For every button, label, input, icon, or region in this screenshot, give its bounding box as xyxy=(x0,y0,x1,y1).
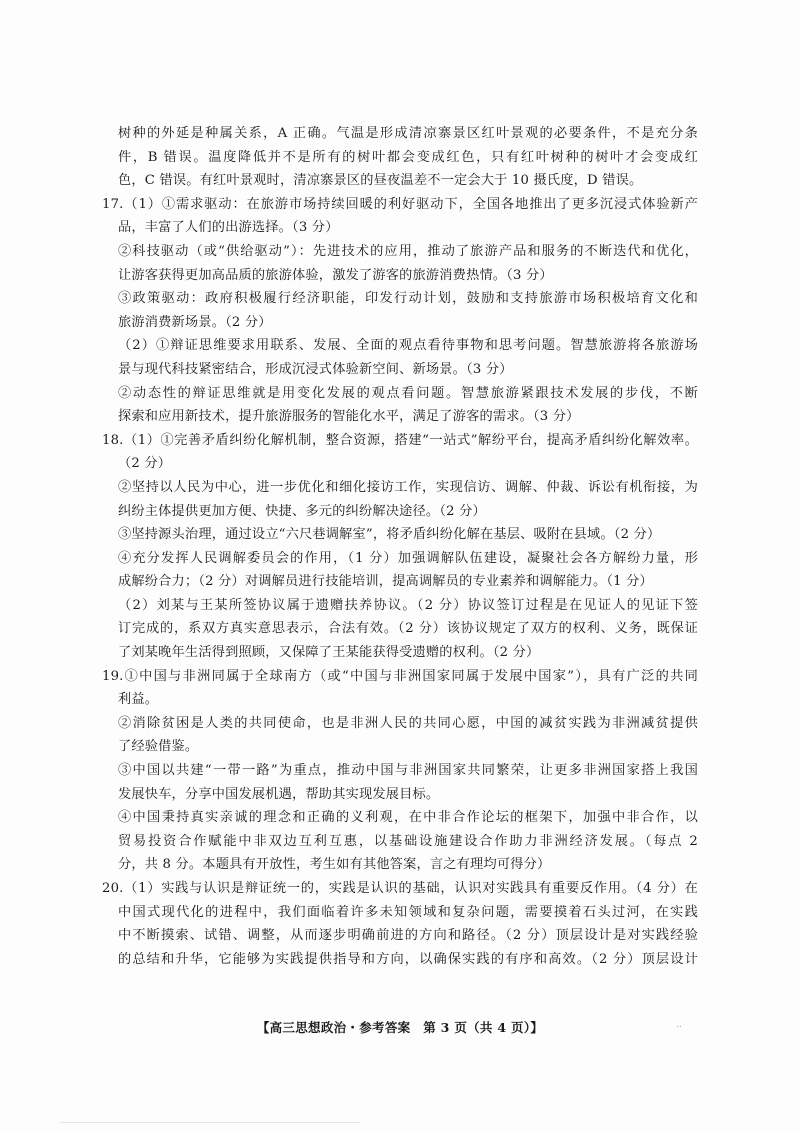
scan-artifact-line xyxy=(60,1122,360,1123)
text-line: 17.（1）①需求驱动：在旅游市场持续回暖的利好驱动下，全国各地推出了更多沉浸式体验新产 xyxy=(102,196,698,212)
page-footer: 【高三思想政治・参考答案 第 3 页（共 4 页）】 xyxy=(256,1020,544,1035)
text-line: ③中国以共建“一带一路”为重点，推动中国与非洲国家共同繁荣，让更多非洲国家搭上我国 xyxy=(118,763,698,779)
text-line: 让游客获得更加高品质的旅游体验，激发了游客的旅游消费热情。（3 分） xyxy=(118,267,553,283)
text-line: 19.①中国与非洲同属于全球南方（或“中国与非洲国家同属于发展中国家”），具有广泛的共同 xyxy=(102,668,698,684)
text-line: 探索和应用新技术，提升旅游服务的智能化水平，满足了游客的需求。（3 分） xyxy=(118,409,580,425)
text-line: ③坚持源头治理，通过设立“六尺巷调解室”，将矛盾纠纷化解在基层、吸附在县域。（2 分） xyxy=(118,527,661,543)
text-line: 利益。 xyxy=(118,692,159,708)
text-line: 品，丰富了人们的出游选择。（3 分） xyxy=(118,220,339,236)
text-line: ②动态性的辩证思维就是用变化发展的观点看问题。智慧旅游紧跟技术发展的步伐，不断 xyxy=(118,385,698,401)
text-line: ②坚持以人民为中心，进一步优化和细化接访工作，实现信访、调解、仲裁、诉讼有机衔接，为 xyxy=(118,479,698,495)
text-line: 20.（1）实践与认识是辩证统一的，实践是认识的基础，认识对实践具有重要反作用。（4 分）在 xyxy=(102,881,698,896)
scan-mark: .. xyxy=(676,1020,682,1030)
text-line: 18.（1）①完善矛盾纠纷化解机制，整合资源，搭建“一站式”解纷平台，提高矛盾纠纷化解效率。 xyxy=(102,432,698,448)
text-line: 中不断摸索、试错、调整，从而逐步明确前进的方向和路径。（2 分）顶层设计是对实践经验 xyxy=(118,928,698,944)
text-line: 旅游消费新场景。（2 分） xyxy=(118,314,272,330)
text-line: ④中国秉持真实亲诚的理念和正确的义利观，在中非合作论坛的框架下，加强中非合作，以 xyxy=(118,810,698,826)
text-line: ②消除贫困是人类的共同使命，也是非洲人民的共同心愿，中国的减贫实践为非洲减贫提供 xyxy=(118,715,698,731)
answer-text-body xyxy=(102,122,698,971)
text-line: 了经验借鉴。 xyxy=(118,739,199,755)
text-line: （2）刘某与王某所签协议属于遗赠扶养协议。（2 分）协议签订过程是在见证人的见证下签 xyxy=(118,597,698,613)
text-line: 景与现代科技紧密结合，形成沉浸式体验新空间、新场景。（3 分） xyxy=(118,361,513,377)
text-line: 发展快车，分享中国发展机遇，帮助其实现发展目标。 xyxy=(118,786,440,802)
text-line: 色，C 错误。有红叶景观时，清凉寨景区的昼夜温差不一定会大于 10 摄氏度，D 错误。 xyxy=(118,173,643,189)
text-line: 树种的外延是种属关系，A 正确。气温是形成清凉寨景区红叶景观的必要条件，不是充分条 xyxy=(118,126,698,141)
text-line: ②科技驱动（或“供给驱动”）：先进技术的应用，推动了旅游产品和服务的不断迭代和优化， xyxy=(118,243,698,259)
text-line: 中国式现代化的进程中，我们面临着许多未知领域和复杂问题，需要摸着石头过河，在实践 xyxy=(118,904,698,920)
text-line: 成解纷合力；（2 分）对调解员进行技能培训，提高调解员的专业素养和调解能力。（1 分） xyxy=(118,574,653,590)
text-line: 了刘某晚年生活得到照顾，又保障了王某能获得受遗赠的权利。（2 分） xyxy=(118,645,540,661)
text-line: 订完成的，系双方真实意思表示，合法有效。（2 分）该协议规定了双方的权利、义务，既保证 xyxy=(118,621,698,637)
text-line: （2 分） xyxy=(118,456,172,472)
text-line: 的总结和升华，它能够为实践提供指导和方向，以确保实践的有序和高效。（2 分）顶层设计 xyxy=(118,951,698,967)
text-line: 贸易投资合作赋能中非双边互利互惠，以基础设施建设合作助力非洲经济发展。（每点 2 xyxy=(118,833,698,849)
text-line: 件，B 错误。温度降低并不是所有的树叶都会变成红色，只有红叶树种的树叶才会变成红 xyxy=(118,149,698,165)
text-line: 纠纷主体提供更加方便、快捷、多元的纠纷解决途径。（2 分） xyxy=(118,503,486,519)
text-line: （2）①辩证思维要求用联系、发展、全面的观点看待事物和思考问题。智慧旅游将各旅游场 xyxy=(118,338,698,354)
text-line: 分，共 8 分。本题具有开放性，考生如有其他答案，言之有理均可得分） xyxy=(118,857,551,873)
text-line: ③政策驱动：政府积极履行经济职能，印发行动计划，鼓励和支持旅游市场积极培育文化和 xyxy=(118,291,698,307)
text-line: ④充分发挥人民调解委员会的作用，（1 分）加强调解队伍建设，凝聚社会各方解纷力量，形 xyxy=(118,550,698,566)
